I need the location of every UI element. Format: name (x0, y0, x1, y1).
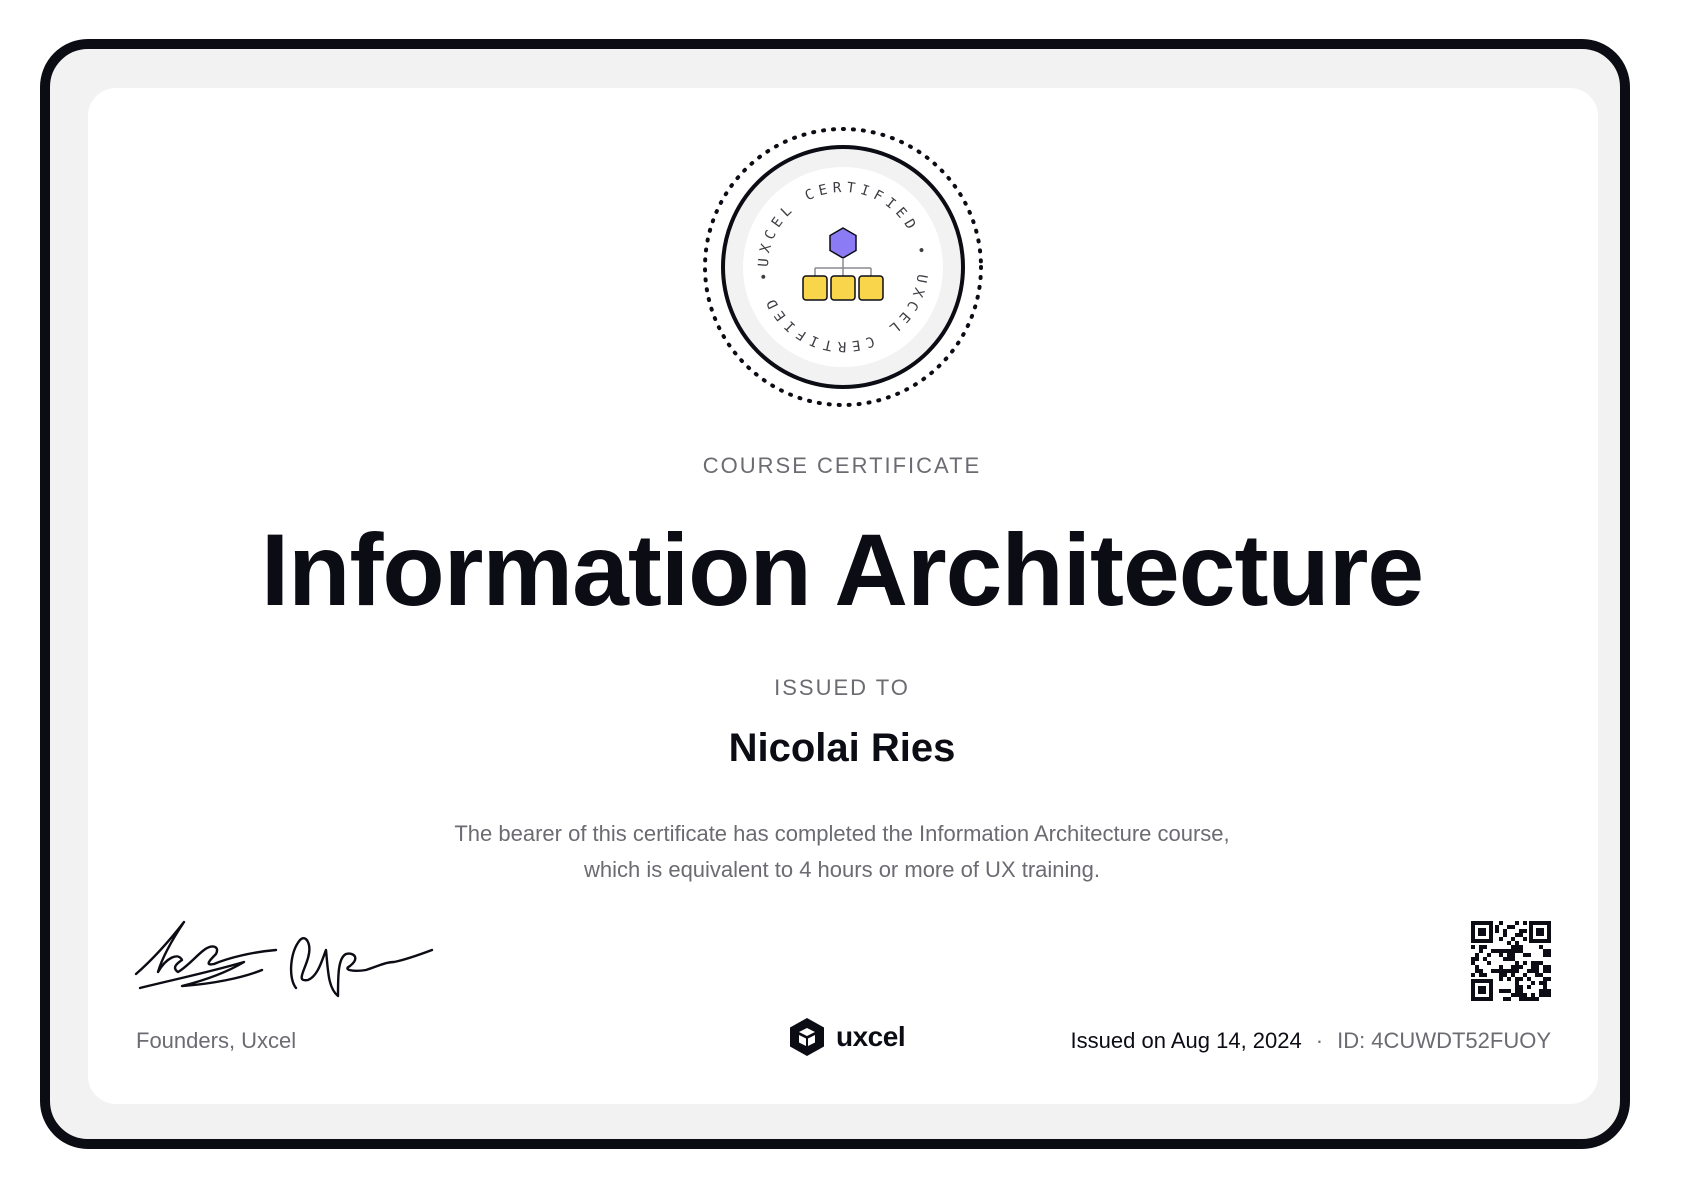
issued-date: Issued on Aug 14, 2024 (1070, 1028, 1302, 1053)
course-title: Information Architecture (260, 513, 1424, 627)
recipient-name: Nicolai Ries (728, 726, 956, 770)
badge-ring-text: UXCEL CERTIFIED • UXCEL CERTIFIED • (755, 179, 931, 355)
uxcel-logo-icon (788, 1017, 826, 1057)
uxcel-logo (788, 1015, 905, 1059)
uxcel-brand-name: uxcel (836, 1021, 906, 1052)
founders-label: Founders, Uxcel (136, 1028, 297, 1053)
certificate-id: ID: 4CUWDT52FUOY (1337, 1028, 1551, 1053)
separator: · (1315, 1028, 1324, 1053)
course-certificate-label: COURSE CERTIFICATE (702, 453, 982, 478)
issue-info (1071, 1028, 1551, 1054)
issued-to-label: ISSUED TO (774, 675, 910, 700)
qr-code[interactable] (1471, 921, 1551, 1001)
certificate-description: The bearer of this certificate has completed the Information Architecture course, which is equivalent to 4 hours or more of UX training. (454, 821, 1230, 882)
certified-badge (702, 126, 984, 408)
founders-signature (132, 900, 442, 1010)
